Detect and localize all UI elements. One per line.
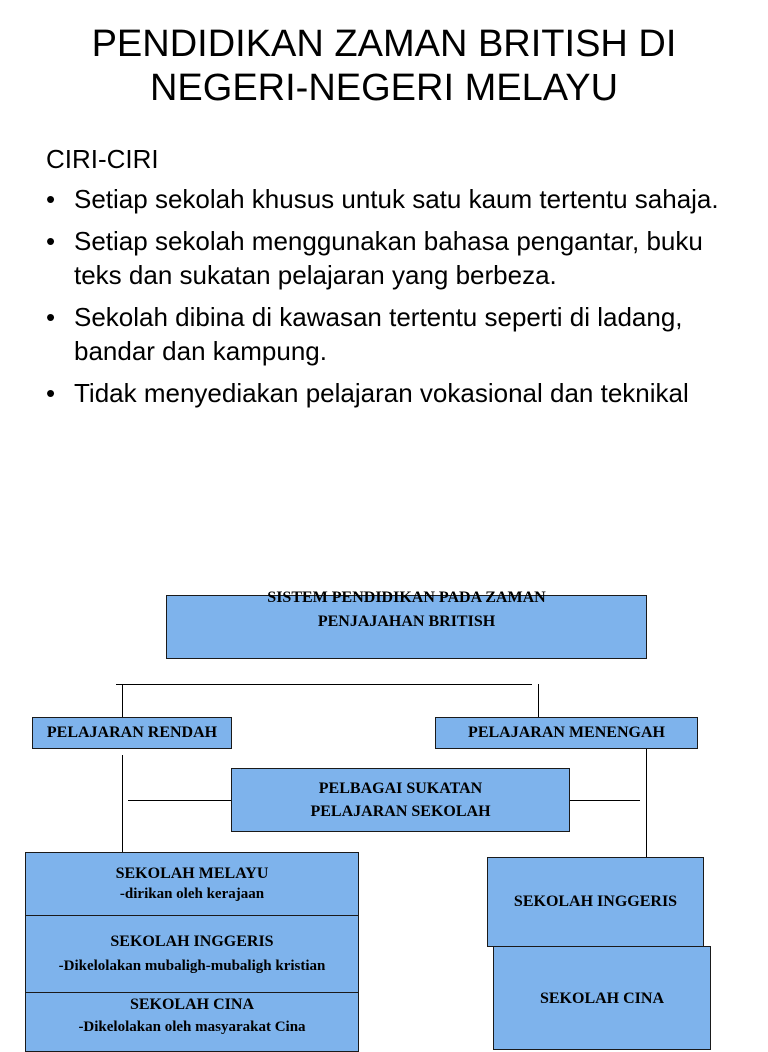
syllabus-line-2: PELAJARAN SEKOLAH xyxy=(310,802,491,820)
school-name: SEKOLAH MELAYU xyxy=(115,865,269,882)
connector-top-horizontal xyxy=(116,684,532,685)
slide-title xyxy=(0,22,768,110)
root-box-line-1: SISTEM PENDIDIKAN PADA ZAMAN xyxy=(267,589,546,606)
syllabus-box xyxy=(231,768,570,832)
primary-education-box xyxy=(32,717,232,749)
school-note: -Dikelolakan mubaligh-mubaligh kristian xyxy=(58,958,326,974)
connector-secondary-down xyxy=(646,749,647,858)
bullet-list xyxy=(46,182,736,418)
school-name: SEKOLAH INGGERIS xyxy=(110,933,274,950)
school-note: -dirikan oleh kerajaan xyxy=(119,886,265,902)
connector-syllabus-right xyxy=(569,800,640,801)
school-name: SEKOLAH CINA xyxy=(539,990,665,1007)
school-box-melayu xyxy=(25,852,359,916)
slide-title-line-2: NEGERI-NEGERI MELAYU xyxy=(149,67,619,109)
syllabus-line-1: PELBAGAI SUKATAN xyxy=(318,779,483,797)
secondary-education-box xyxy=(435,717,698,749)
connector-right-drop xyxy=(538,684,539,717)
school-note: -Dikelolakan oleh masyarakat Cina xyxy=(78,1019,306,1035)
bullet-item: • Sekolah dibina di kawasan tertentu seperti di ladang, bandar dan kampung. xyxy=(46,300,736,368)
bullet-item: • Tidak menyediakan pelajaran vokasional dan teknikal xyxy=(46,376,736,410)
bullet-item: • Setiap sekolah khusus untuk satu kaum tertentu sahaja. xyxy=(46,182,736,216)
school-box-inggeris-primary xyxy=(25,915,359,993)
school-name: SEKOLAH CINA xyxy=(129,996,254,1013)
section-heading: CIRI-CIRI xyxy=(46,144,159,174)
connector-primary-down xyxy=(122,755,123,852)
school-box-cina-primary xyxy=(25,992,359,1052)
school-box-cina-secondary xyxy=(493,946,711,1050)
school-box-inggeris-secondary xyxy=(487,857,704,947)
connector-left-drop xyxy=(122,684,123,717)
bullet-item: • Setiap sekolah menggunakan bahasa pengantar, buku teks dan sukatan pelajaran yang berbeza. xyxy=(46,224,736,292)
slide-title-line-1: PENDIDIKAN ZAMAN BRITISH DI xyxy=(91,23,677,65)
root-box-line-2: PENJAJAHAN BRITISH xyxy=(317,613,496,630)
root-box xyxy=(166,589,647,659)
connector-syllabus-left xyxy=(128,800,231,801)
secondary-education-label: PELAJARAN MENENGAH xyxy=(468,724,665,741)
primary-education-label: PELAJARAN RENDAH xyxy=(46,724,218,741)
school-name: SEKOLAH INGGERIS xyxy=(513,893,678,910)
